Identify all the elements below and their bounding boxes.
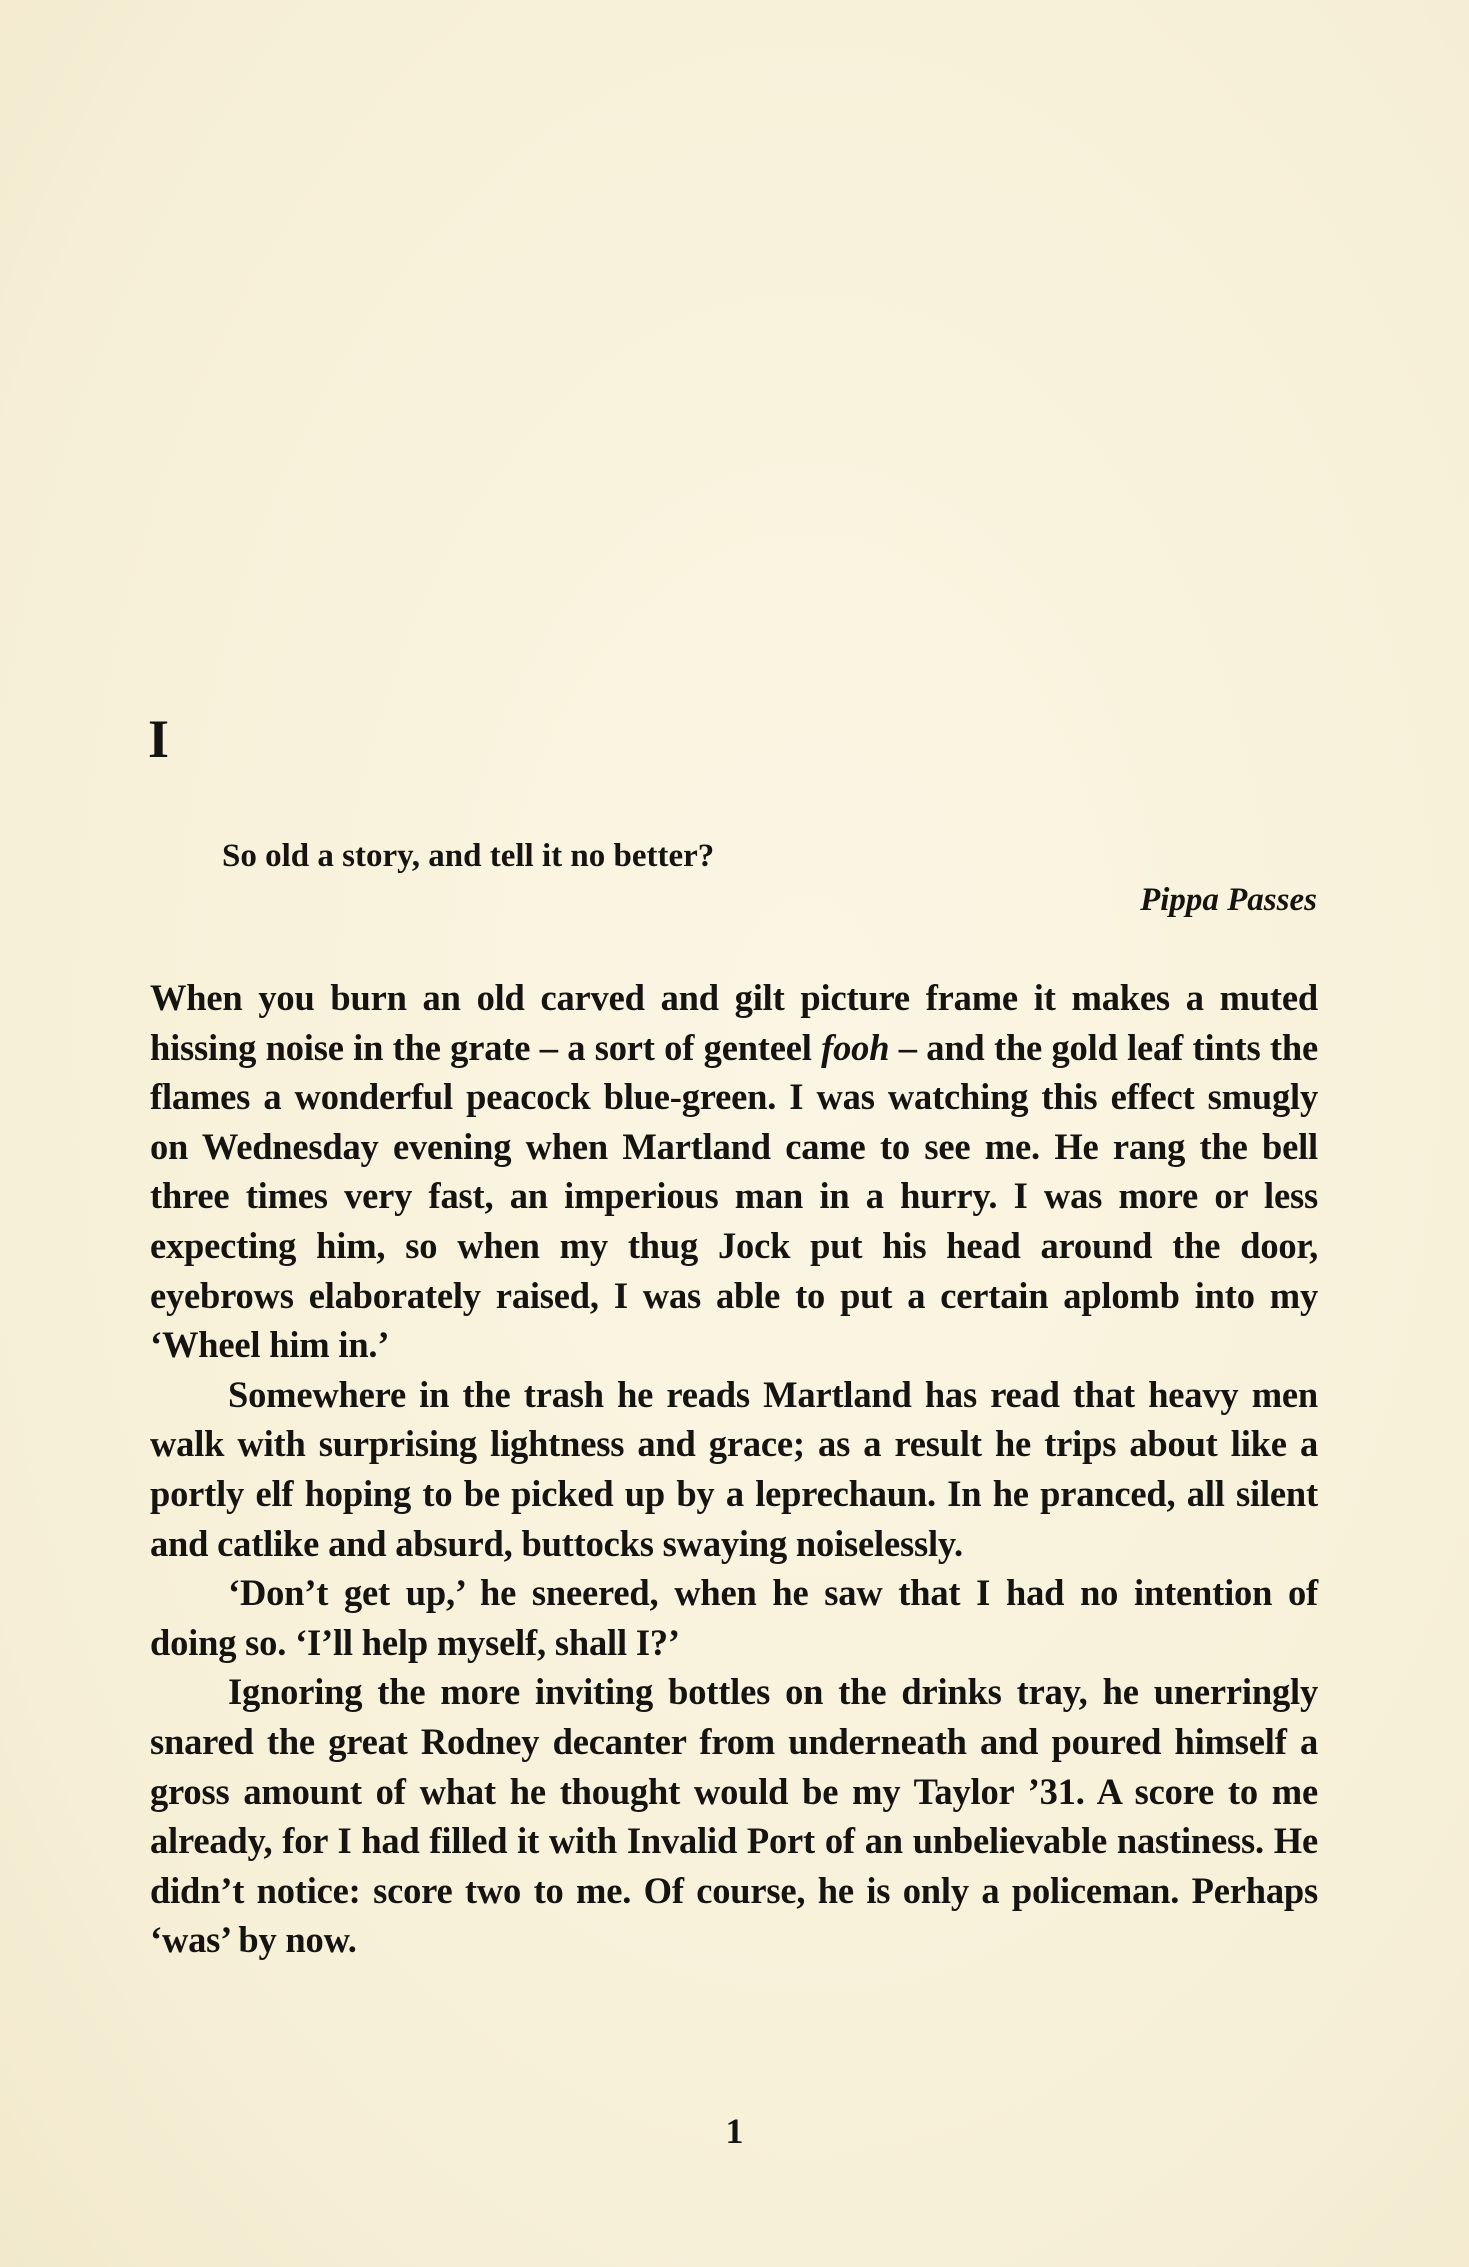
chapter-body	[150, 973, 1318, 1965]
paragraph-1	[150, 973, 1318, 1370]
epigraph-quote: So old a story, and tell it no better?	[222, 838, 715, 874]
chapter-number: I	[148, 709, 170, 769]
paragraph-1-part-2: – and the gold leaf tints the flames a wonderful peacock blue-green. I was watching this effect smugly on Wednesday evening when Martland came to see me. He rang the bell three times very fast, an imperious man in a hurry. I was more or less expecting him, so when my thug Jock put his head around the door, eyebrows elaborately raised, I was able to put a certain aplomb into my ‘Wheel him in.’	[150, 1026, 1318, 1366]
page-number: 1	[725, 2111, 744, 2151]
epigraph-source: Pippa Passes	[1140, 882, 1317, 918]
paragraph-4: Ignoring the more inviting bottles on the drinks tray, he unerringly snared the great Rodney decanter from underneath and poured himself a gross amount of what he thought would be my Taylor ’31. A score to me already, for I had filled it with Invalid Port of an unbelievable nastiness. He didn’t notice: score two to me. Of course, he is only a policeman. Perhaps ‘was’ by now.	[150, 1671, 1318, 1961]
paragraph-3: ‘Don’t get up,’ he sneered, when he saw that I had no intention of doing so. ‘I’ll help myself, shall I?’	[150, 1572, 1318, 1663]
paragraph-1-emphasis: fooh	[821, 1026, 890, 1068]
paragraph-1-part-1: When you burn an old carved and gilt picture frame it makes a muted hissing noise in the grate – a sort of genteel	[150, 977, 1318, 1068]
paragraph-2: Somewhere in the trash he reads Martland has read that heavy men walk with surprising lightness and grace; as a result he trips about like a portly elf hoping to be picked up by a leprechaun. In he pranced, all silent and catlike and absurd, buttocks swaying noiselessly.	[150, 1373, 1318, 1564]
